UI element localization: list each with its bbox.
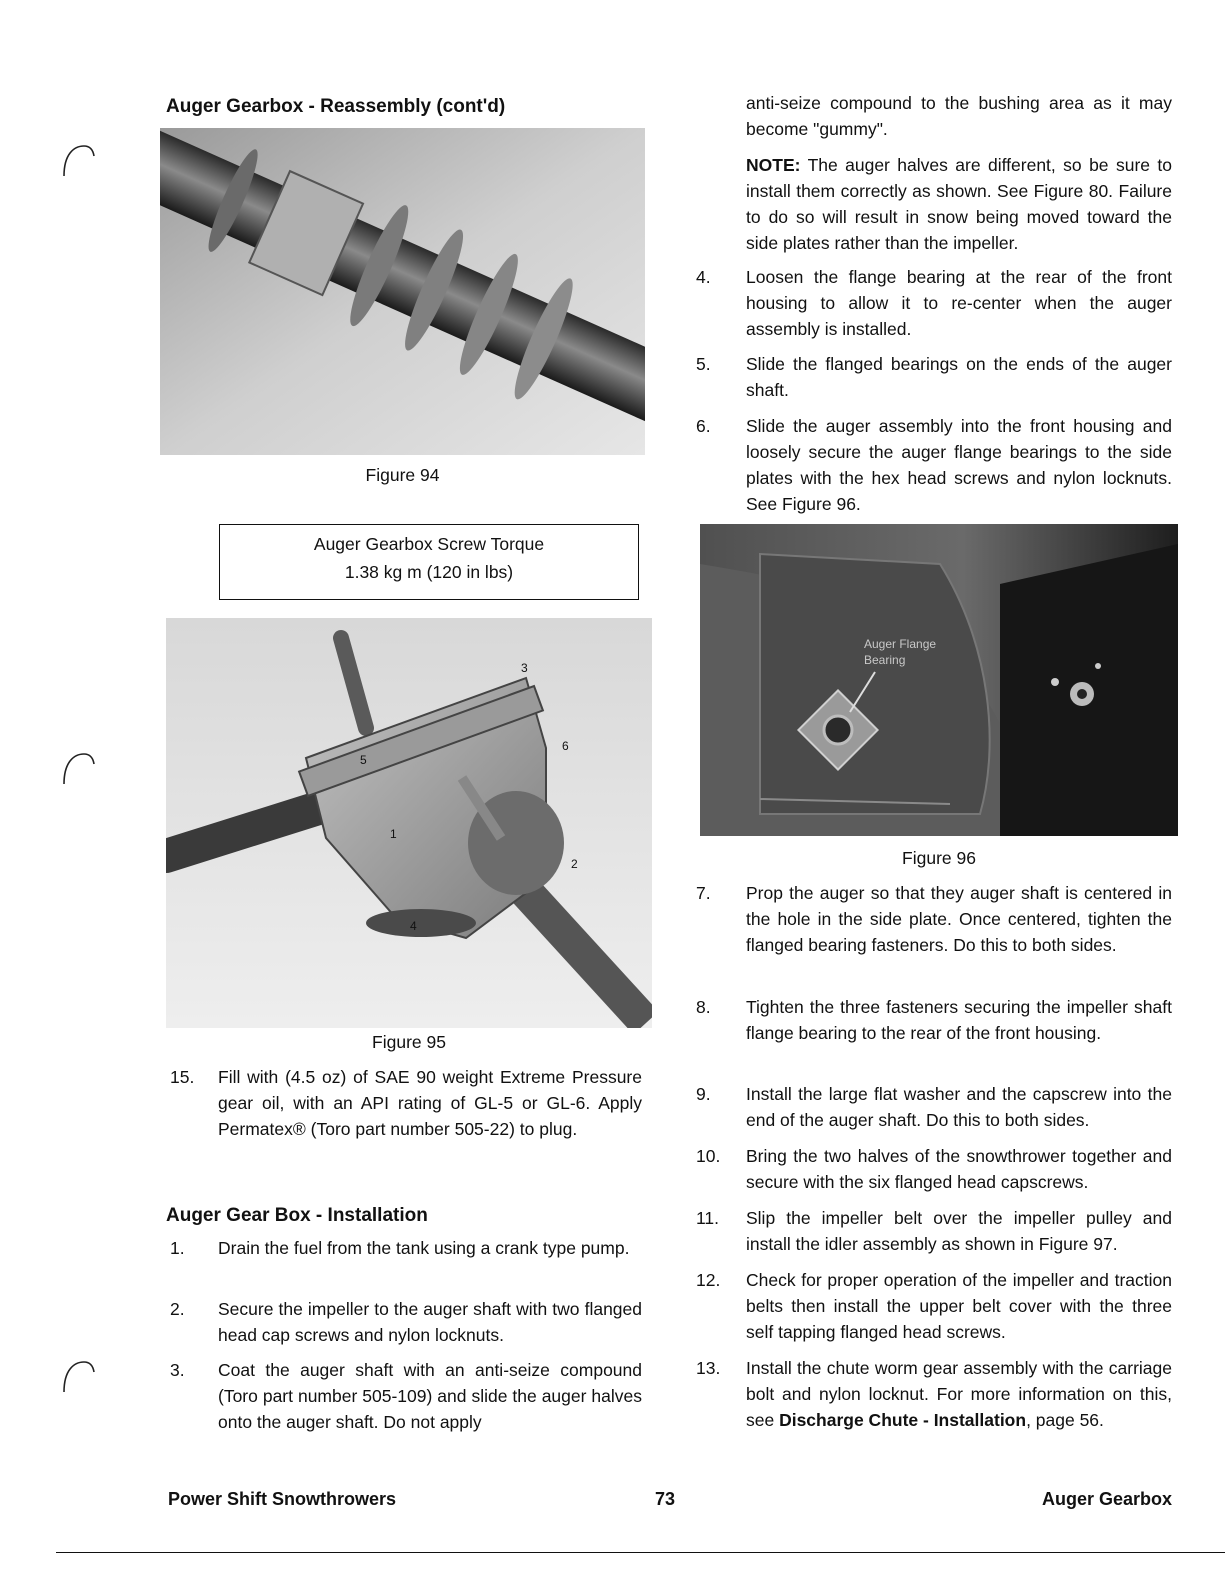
- binder-hole-mark-bottom: [60, 1356, 96, 1396]
- figure-96-label-line2: Bearing: [864, 653, 906, 667]
- section-heading-reassembly: Auger Gearbox - Reassembly (cont'd): [166, 96, 506, 117]
- step-11: [696, 1205, 1172, 1261]
- install-step-1-number: 1.: [170, 1238, 185, 1258]
- step-12-text: Check for proper operation of the impeller and traction belts then install the upper belt cover with the three self tapping flanged head screws.: [746, 1270, 1172, 1342]
- install-step-2-text: Secure the impeller to the auger shaft with two flanged head cap screws and nylon locknuts.: [218, 1299, 642, 1345]
- binder-hole-mark-middle: [60, 748, 96, 788]
- step-12-number: 12.: [696, 1270, 721, 1290]
- note-text: The auger halves are different, so be sure to install them correctly as shown. See Figure 80. Failure to do so will result in snow being moved toward the side plates rather than the impeller.: [746, 155, 1173, 253]
- step-6-number: 6.: [696, 416, 711, 436]
- step-7-text: Prop the auger so that they auger shaft is centered in the hole in the side plate. Once centered, tighten the flanged bearing fasteners. Do this to both sides.: [746, 883, 1172, 955]
- step-10-number: 10.: [696, 1146, 721, 1166]
- figure-96-caption: Figure 96: [902, 848, 976, 868]
- step-13-text-b: , page 56.: [1026, 1410, 1104, 1430]
- step-9-text: Install the large flat washer and the capscrew into the end of the auger shaft. Do this to both sides.: [746, 1084, 1172, 1130]
- step-13-number: 13.: [696, 1358, 721, 1378]
- figure-95-callout-3: 3: [521, 661, 528, 675]
- step-9: [696, 1081, 1172, 1137]
- figure-95-callout-6: 6: [562, 739, 569, 753]
- step-15-number: 15.: [170, 1067, 195, 1087]
- install-step-2-number: 2.: [170, 1299, 185, 1319]
- step-7-number: 7.: [696, 883, 711, 903]
- install-step-1: [170, 1235, 642, 1291]
- torque-spec-title: Auger Gearbox Screw Torque: [313, 534, 545, 554]
- step-15: [170, 1064, 642, 1174]
- install-step-3: [170, 1357, 642, 1439]
- step-4-number: 4.: [696, 267, 711, 287]
- step-7: [696, 880, 1172, 988]
- step-8: [696, 994, 1172, 1076]
- step-8-number: 8.: [696, 997, 711, 1017]
- step-4: [696, 264, 1172, 346]
- note-block: [746, 152, 1172, 256]
- step-9-number: 9.: [696, 1084, 711, 1104]
- step-13: [696, 1355, 1172, 1463]
- continued-text: anti-seize compound to the bushing area as it may become "gummy".: [746, 93, 1172, 139]
- note-label: NOTE:: [746, 155, 801, 175]
- step-13-link-discharge-chute[interactable]: Discharge Chute - Installation: [779, 1410, 1027, 1430]
- step-8-text: Tighten the three fasteners securing the impeller shaft flange bearing to the rear of the front housing.: [746, 997, 1172, 1043]
- step-6-text: Slide the auger assembly into the front housing and loosely secure the auger flange bearings to the side plates with the hex head screws and nylon locknuts. See Figure 96.: [746, 416, 1172, 514]
- install-step-2: [170, 1296, 642, 1352]
- binder-hole-mark-top: [60, 140, 96, 180]
- figure-95-callout-1: 1: [390, 827, 397, 841]
- footer-page-number: 73: [655, 1489, 676, 1509]
- figure-95-callout-4: 4: [410, 919, 417, 933]
- step-10: [696, 1143, 1172, 1199]
- figure-96-label-line1: Auger Flange: [864, 637, 937, 651]
- figure-95-photo: [166, 618, 652, 1028]
- footer-book-title: Power Shift Snowthrowers: [168, 1489, 397, 1509]
- torque-spec-box: [219, 524, 639, 600]
- step-13-text: [746, 1355, 1172, 1433]
- figure-96-photo: [700, 524, 1178, 836]
- step-15-text: Fill with (4.5 oz) of SAE 90 weight Extreme Pressure gear oil, with an API rating of GL-5 or GL-6. Apply Permatex® (Toro part number 505-22) to plug.: [218, 1067, 642, 1139]
- step-4-text: Loosen the flange bearing at the rear of the front housing to allow it to re-center when the auger assembly is installed.: [746, 267, 1172, 339]
- footer-section-name: Auger Gearbox: [1041, 1489, 1172, 1509]
- step-6: [696, 413, 1172, 521]
- step-10-text: Bring the two halves of the snowthrower together and secure with the six flanged head capscrews.: [746, 1146, 1172, 1192]
- install-step-3-text: Coat the auger shaft with an anti-seize compound (Toro part number 505-109) and slide the auger halves onto the auger shaft. Do not apply: [218, 1360, 642, 1432]
- step-5: [696, 351, 1172, 407]
- footer-rule: [56, 1552, 1225, 1553]
- step-11-number: 11.: [696, 1208, 720, 1228]
- install-step-1-text: Drain the fuel from the tank using a crank type pump.: [218, 1238, 630, 1258]
- torque-spec-value: 1.38 kg m (120 in lbs): [344, 562, 514, 582]
- step-5-number: 5.: [696, 354, 711, 374]
- install-step-3-number: 3.: [170, 1360, 185, 1380]
- step-11-text: Slip the impeller belt over the impeller pulley and install the idler assembly as shown in Figure 97.: [746, 1208, 1172, 1254]
- figure-95-callout-5: 5: [360, 753, 367, 767]
- step-12: [696, 1267, 1172, 1349]
- figure-94-photo: [160, 128, 645, 455]
- figure-94-caption: Figure 94: [365, 465, 440, 485]
- figure-95-callout-2: 2: [571, 857, 578, 871]
- section-heading-installation: Auger Gear Box - Installation: [166, 1205, 428, 1226]
- step-13-text-a: Install the chute worm gear assembly with the carriage bolt and nylon locknut. For more information on this, see: [746, 1358, 1172, 1430]
- step-5-text: Slide the flanged bearings on the ends of the auger shaft.: [746, 354, 1172, 400]
- figure-95-caption: Figure 95: [372, 1032, 446, 1052]
